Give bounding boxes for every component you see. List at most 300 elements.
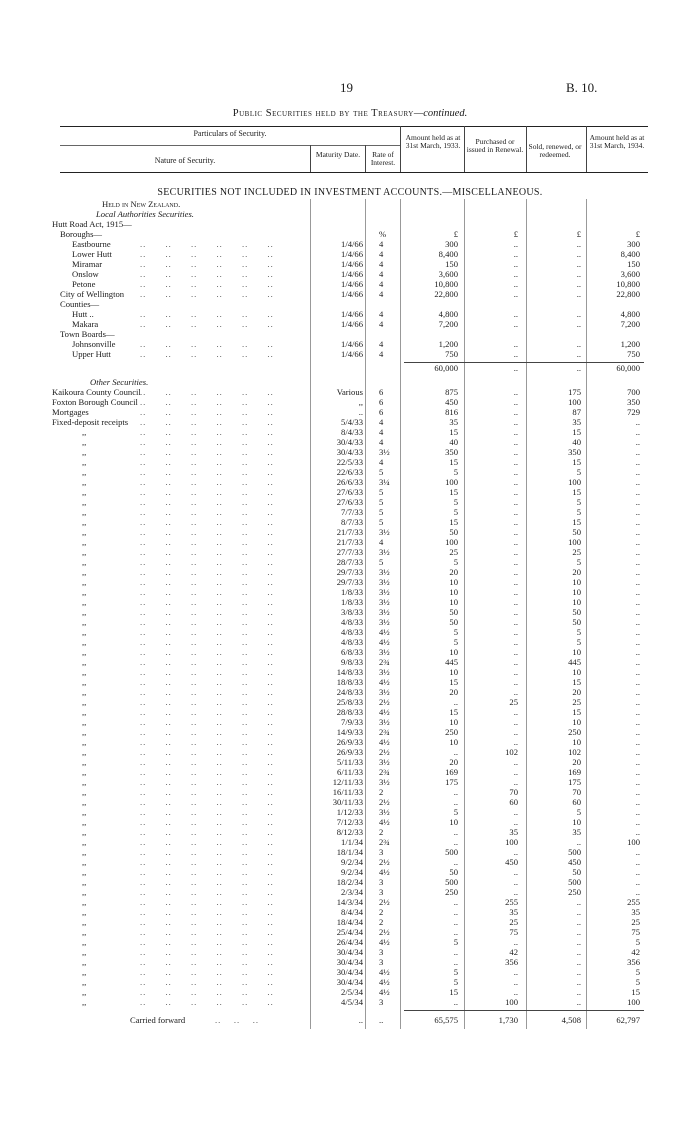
maturity-date: 18/2/34	[336, 877, 363, 887]
amount-held-1934: 729	[627, 407, 640, 417]
interest-rate: 4½	[379, 817, 390, 827]
maturity-date: 14/9/33	[336, 727, 363, 737]
leader-dots: .. .. .. .. .. ..	[140, 837, 274, 847]
maturity-date: 8/4/33	[341, 427, 363, 437]
amount-held-1934: ..	[635, 567, 640, 577]
maturity-date: 25/4/34	[336, 927, 363, 937]
interest-rate: 4	[379, 309, 384, 319]
security-name: Eastbourne	[72, 239, 111, 249]
maturity-date: 1/12/33	[336, 807, 363, 817]
amount-held-1933: 50	[449, 617, 458, 627]
amount-held-1933: 450	[445, 397, 458, 407]
amount-held-1934: 60,000	[616, 363, 640, 373]
amount-held-1934: ..	[635, 517, 640, 527]
leader-dots: .. .. .. .. .. ..	[140, 597, 274, 607]
purchased-amount: £	[513, 229, 518, 239]
maturity-date: 27/6/33	[336, 487, 363, 497]
leader-dots: .. .. .. .. .. ..	[140, 487, 274, 497]
leader-dots: .. .. .. .. .. ..	[140, 667, 274, 677]
interest-rate: 3½	[379, 577, 390, 587]
leader-dots: .. .. .. .. .. ..	[140, 607, 274, 617]
sold-amount: 5	[576, 807, 581, 817]
security-name: ,,	[82, 537, 87, 547]
maturity-date: 9/2/34	[341, 857, 363, 867]
amount-held-1933: ..	[453, 947, 458, 957]
sold-amount: 5	[576, 557, 581, 567]
interest-rate: 3½	[379, 447, 390, 457]
maturity-date: 1/4/66	[341, 319, 363, 329]
leader-dots: .. .. .. .. .. ..	[140, 269, 274, 279]
interest-rate: 4	[379, 437, 384, 447]
sold-amount: 15	[572, 677, 581, 687]
carried-forward-amount-1934: 62,797	[616, 1015, 640, 1025]
amount-held-1934: 356	[627, 957, 640, 967]
amount-held-1933: 15	[449, 427, 458, 437]
page-number: 19	[340, 80, 353, 95]
interest-rate: 3½	[379, 687, 390, 697]
sold-amount: 15	[572, 487, 581, 497]
amount-held-1933: 5	[453, 507, 458, 517]
sold-amount: ..	[576, 967, 581, 977]
amount-held-1934: ..	[635, 787, 640, 797]
amount-held-1934: ..	[635, 767, 640, 777]
maturity-date: 21/7/33	[336, 537, 363, 547]
maturity-date: 12/11/33	[332, 777, 363, 787]
amount-held-1934: 5	[635, 937, 640, 947]
header-bottom-rule	[60, 172, 648, 173]
security-name: City of Wellington	[60, 289, 125, 299]
interest-rate: 5	[379, 467, 384, 477]
maturity-date: 1/4/66	[341, 349, 363, 359]
amount-held-1934: ..	[635, 847, 640, 857]
leader-dots: .. .. .. .. .. ..	[140, 897, 274, 907]
security-name: ,,	[82, 627, 87, 637]
amount-held-1933: 5	[453, 627, 458, 637]
leader-dots: .. .. .. .. .. ..	[140, 737, 274, 747]
purchased-amount: ..	[513, 757, 518, 767]
amount-held-1933: 15	[449, 517, 458, 527]
maturity-date: 2/5/34	[341, 987, 363, 997]
maturity-date: 8/7/33	[341, 517, 363, 527]
purchased-amount: 100	[505, 837, 518, 847]
security-name: ,,	[82, 837, 87, 847]
sold-amount: 175	[568, 777, 581, 787]
header-nature: Nature of Security.	[154, 156, 216, 165]
interest-rate: 3½	[379, 547, 390, 557]
amount-held-1934: ..	[635, 697, 640, 707]
interest-rate: 4	[379, 269, 384, 279]
maturity-date: 26/9/33	[336, 737, 363, 747]
purchased-amount: ..	[513, 497, 518, 507]
amount-held-1933: ..	[453, 827, 458, 837]
leader-dots: .. .. .. .. .. ..	[140, 309, 274, 319]
leader-dots: .. .. .. .. .. ..	[140, 477, 274, 487]
leader-dots: .. .. .. .. .. ..	[140, 757, 274, 767]
interest-rate: 3½	[379, 807, 390, 817]
purchased-amount: ..	[513, 807, 518, 817]
amount-held-1934: ..	[635, 497, 640, 507]
sold-amount: 350	[568, 447, 581, 457]
amount-held-1933: ..	[453, 787, 458, 797]
amount-held-1934: 3,600	[620, 269, 640, 279]
security-name: Makara	[72, 319, 99, 329]
amount-held-1934: ..	[635, 477, 640, 487]
security-name: Foxton Borough Council	[52, 397, 138, 407]
interest-rate: 2½	[379, 747, 390, 757]
security-name: ,,	[82, 567, 87, 577]
security-name: Boroughs—	[60, 229, 103, 239]
sold-amount: 15	[572, 457, 581, 467]
maturity-date: 27/6/33	[336, 497, 363, 507]
leader-dots: .. .. .. .. .. ..	[140, 407, 274, 417]
amount-held-1933: ..	[453, 747, 458, 757]
interest-rate: 4½	[379, 977, 390, 987]
amount-held-1933: 500	[445, 877, 458, 887]
amount-held-1934: ..	[635, 527, 640, 537]
sold-amount: ..	[576, 309, 581, 319]
amount-held-1933: 20	[449, 567, 458, 577]
security-name: ,,	[82, 707, 87, 717]
sold-amount: ..	[576, 937, 581, 947]
security-name: ,,	[82, 767, 87, 777]
sold-amount: 10	[572, 817, 581, 827]
security-name: ,,	[82, 497, 87, 507]
purchased-amount: 60	[509, 797, 518, 807]
security-name: ,,	[82, 717, 87, 727]
carried-forward-date: ..	[358, 1015, 363, 1025]
sold-amount: 10	[572, 717, 581, 727]
purchased-amount: ..	[513, 707, 518, 717]
interest-rate: 3	[379, 957, 384, 967]
amount-held-1934: ..	[635, 717, 640, 727]
security-name: ,,	[82, 887, 87, 897]
maturity-date: 9/8/33	[341, 657, 363, 667]
sold-amount: ..	[576, 339, 581, 349]
amount-held-1934: ..	[635, 537, 640, 547]
header-divider	[310, 145, 311, 172]
security-name: ,,	[82, 637, 87, 647]
security-name: Kaikoura County Council	[52, 387, 141, 397]
carried-forward-rate: ..	[379, 1015, 384, 1025]
table-row	[0, 997, 700, 1008]
purchased-amount: 25	[509, 697, 518, 707]
amount-held-1934: 5	[635, 967, 640, 977]
leader-dots: .. .. .. .. .. ..	[140, 977, 274, 987]
leader-dots: .. .. .. .. .. ..	[140, 777, 274, 787]
amount-held-1933: 5	[453, 807, 458, 817]
interest-rate: 3¼	[379, 477, 390, 487]
leader-dots: .. .. .. .. .. ..	[140, 547, 274, 557]
page-title	[0, 108, 700, 119]
amount-held-1933: ..	[453, 927, 458, 937]
amount-held-1933: 250	[445, 887, 458, 897]
header-divider	[586, 126, 587, 172]
amount-held-1933: 10	[449, 717, 458, 727]
sold-amount: 10	[572, 597, 581, 607]
interest-rate: 4	[379, 349, 384, 359]
purchased-amount: 42	[509, 947, 518, 957]
interest-rate: 2	[379, 787, 384, 797]
leader-dots: .. .. .. .. .. ..	[140, 877, 274, 887]
leader-dots: .. .. .. .. .. ..	[140, 497, 274, 507]
amount-held-1933: 5	[453, 977, 458, 987]
amount-held-1934: ..	[635, 547, 640, 557]
purchased-amount: ..	[513, 387, 518, 397]
amount-held-1934: ..	[635, 597, 640, 607]
purchased-amount: ..	[513, 717, 518, 727]
security-name: Counties—	[60, 299, 100, 309]
security-name: ,,	[82, 667, 87, 677]
sold-amount: 5	[576, 497, 581, 507]
purchased-amount: ..	[513, 239, 518, 249]
amount-held-1934: £	[635, 229, 640, 239]
amount-held-1934: ..	[635, 587, 640, 597]
amount-held-1934: ..	[635, 417, 640, 427]
security-name: Johnsonville	[72, 339, 116, 349]
maturity-date: 14/3/34	[336, 897, 363, 907]
leader-dots: .. .. .. .. .. ..	[140, 527, 274, 537]
maturity-date: 30/4/34	[336, 957, 363, 967]
amount-held-1933: ..	[453, 997, 458, 1007]
purchased-amount: ..	[513, 279, 518, 289]
purchased-amount: ..	[513, 587, 518, 597]
amount-held-1933: 50	[449, 867, 458, 877]
sold-amount: 10	[572, 577, 581, 587]
amount-held-1934: 10,800	[616, 279, 640, 289]
amount-held-1933: 169	[445, 767, 458, 777]
amount-held-1933: 150	[445, 259, 458, 269]
amount-held-1934: 150	[627, 259, 640, 269]
security-name: ,,	[82, 617, 87, 627]
purchased-amount: 356	[505, 957, 518, 967]
security-name: ,,	[82, 937, 87, 947]
purchased-amount: ..	[513, 407, 518, 417]
sold-amount: ..	[576, 239, 581, 249]
interest-rate: 2¾	[379, 837, 390, 847]
maturity-date: 4/8/33	[341, 617, 363, 627]
sold-amount: ..	[576, 987, 581, 997]
purchased-amount: 255	[505, 897, 518, 907]
sold-amount: 10	[572, 647, 581, 657]
amount-held-1933: 8,400	[438, 249, 458, 259]
maturity-date: 1/4/66	[341, 289, 363, 299]
amount-held-1933: 25	[449, 547, 458, 557]
leader-dots: .. .. .. .. .. ..	[140, 907, 274, 917]
sold-amount: 15	[572, 517, 581, 527]
purchased-amount: ..	[513, 687, 518, 697]
amount-held-1933: 500	[445, 847, 458, 857]
leader-dots: .. .. .. .. .. ..	[140, 717, 274, 727]
maturity-date: 30/4/34	[336, 947, 363, 957]
amount-held-1933: 10	[449, 817, 458, 827]
maturity-date: 1/8/33	[341, 597, 363, 607]
amount-held-1934: 100	[627, 997, 640, 1007]
leader-dots: .. .. .. .. .. ..	[140, 397, 274, 407]
purchased-amount: ..	[513, 737, 518, 747]
interest-rate: 4½	[379, 987, 390, 997]
sold-amount: 25	[572, 697, 581, 707]
sold-amount: 35	[572, 417, 581, 427]
purchased-amount: ..	[513, 457, 518, 467]
maturity-date: ,,	[358, 397, 363, 407]
maturity-date: 27/7/33	[336, 547, 363, 557]
sold-amount: ..	[576, 349, 581, 359]
interest-rate: 2¾	[379, 657, 390, 667]
sold-amount: 175	[568, 387, 581, 397]
sold-amount: £	[576, 229, 581, 239]
amount-held-1933: 40	[449, 437, 458, 447]
purchased-amount: ..	[513, 727, 518, 737]
amount-held-1934: 5	[635, 977, 640, 987]
leader-dots: .. .. .. .. .. ..	[140, 577, 274, 587]
leader-dots: .. .. .. .. .. ..	[140, 937, 274, 947]
leader-dots: .. .. .. .. .. ..	[140, 437, 274, 447]
purchased-amount: ..	[513, 567, 518, 577]
purchased-amount: ..	[513, 867, 518, 877]
maturity-date: 24/8/33	[336, 687, 363, 697]
security-name: ,,	[82, 477, 87, 487]
leader-dots: .. .. .. .. .. ..	[140, 417, 274, 427]
amount-held-1933: 445	[445, 657, 458, 667]
amount-held-1934: 300	[627, 239, 640, 249]
sold-amount: ..	[576, 907, 581, 917]
amount-held-1933: 10	[449, 667, 458, 677]
purchased-amount: ..	[513, 319, 518, 329]
maturity-date: 7/7/33	[341, 507, 363, 517]
amount-held-1934: ..	[635, 437, 640, 447]
security-name: ,,	[82, 587, 87, 597]
interest-rate: 2	[379, 907, 384, 917]
amount-held-1933: 50	[449, 607, 458, 617]
purchased-amount: 70	[509, 787, 518, 797]
amount-held-1933: 10	[449, 737, 458, 747]
purchased-amount: ..	[513, 527, 518, 537]
maturity-date: 18/4/34	[336, 917, 363, 927]
amount-held-1933: ..	[453, 957, 458, 967]
maturity-date: ..	[358, 407, 363, 417]
amount-held-1934: 42	[631, 947, 640, 957]
table-row	[0, 349, 700, 360]
security-name: ,,	[82, 787, 87, 797]
amount-held-1933: 60,000	[434, 363, 458, 373]
maturity-date: 16/11/33	[332, 787, 363, 797]
amount-held-1934: 255	[627, 897, 640, 907]
amount-held-1934: ..	[635, 487, 640, 497]
security-name: ,,	[82, 557, 87, 567]
maturity-date: 28/8/33	[336, 707, 363, 717]
sold-amount: ..	[576, 319, 581, 329]
amount-held-1933: 4,800	[438, 309, 458, 319]
security-name: Onslow	[72, 269, 99, 279]
amount-held-1933: 22,800	[434, 289, 458, 299]
amount-held-1933: 100	[445, 537, 458, 547]
purchased-amount: ..	[513, 637, 518, 647]
maturity-date: 5/11/33	[337, 757, 363, 767]
sold-amount: 102	[568, 747, 581, 757]
purchased-amount: ..	[513, 309, 518, 319]
maturity-date: 1/1/34	[341, 837, 363, 847]
security-name: ,,	[82, 447, 87, 457]
header-particulars: Particulars of Security.	[193, 129, 267, 138]
amount-held-1934: ..	[635, 617, 640, 627]
sold-amount: 50	[572, 607, 581, 617]
total-rule	[404, 1010, 644, 1011]
amount-held-1933: 100	[445, 477, 458, 487]
sold-amount: ..	[576, 927, 581, 937]
leader-dots: .. .. .. .. .. ..	[140, 427, 274, 437]
amount-held-1934: 8,400	[620, 249, 640, 259]
maturity-date: 6/8/33	[341, 647, 363, 657]
security-name: ,,	[82, 647, 87, 657]
leader-dots: .. .. .. .. .. ..	[140, 697, 274, 707]
security-name: Mortgages	[52, 407, 89, 417]
security-name: ,,	[82, 997, 87, 1007]
interest-rate: 5	[379, 557, 384, 567]
purchased-amount: ..	[513, 507, 518, 517]
security-name: Upper Hutt	[72, 349, 111, 359]
carried-forward-amount-1933: 65,575	[434, 1015, 458, 1025]
amount-held-1934: ..	[635, 427, 640, 437]
header-maturity: Maturity Date.	[315, 150, 361, 159]
amount-held-1934: 350	[627, 397, 640, 407]
leader-dots: .. .. .. .. .. ..	[140, 807, 274, 817]
interest-rate: 5	[379, 497, 384, 507]
amount-held-1934: ..	[635, 777, 640, 787]
sold-amount: ..	[576, 897, 581, 907]
maturity-date: 1/4/66	[341, 279, 363, 289]
purchased-amount: ..	[513, 427, 518, 437]
leader-dots: .. .. .. .. .. ..	[140, 797, 274, 807]
sold-amount: 87	[572, 407, 581, 417]
maturity-date: 18/1/34	[336, 847, 363, 857]
interest-rate: 3½	[379, 597, 390, 607]
interest-rate: 2¾	[379, 767, 390, 777]
leader-dots: .. .. .. .. .. ..	[140, 319, 274, 329]
maturity-date: 28/7/33	[336, 557, 363, 567]
leader-dots: .. .. .. .. .. ..	[140, 259, 274, 269]
security-name: ,,	[82, 697, 87, 707]
purchased-amount: ..	[513, 437, 518, 447]
amount-held-1933: 5	[453, 467, 458, 477]
carried-forward-sold: 4,508	[561, 1015, 581, 1025]
purchased-amount: ..	[513, 667, 518, 677]
sold-amount: ..	[576, 957, 581, 967]
purchased-amount: 100	[505, 997, 518, 1007]
security-name: ,,	[82, 817, 87, 827]
maturity-date: 5/4/33	[341, 417, 363, 427]
amount-held-1934: ..	[635, 667, 640, 677]
amount-held-1933: 10	[449, 647, 458, 657]
purchased-amount: ..	[513, 289, 518, 299]
interest-rate: 4½	[379, 637, 390, 647]
security-name: ,,	[82, 427, 87, 437]
amount-held-1934: ..	[635, 627, 640, 637]
purchased-amount: ..	[513, 607, 518, 617]
amount-held-1934: ..	[635, 687, 640, 697]
purchased-amount: ..	[513, 477, 518, 487]
interest-rate: 3	[379, 877, 384, 887]
amount-held-1933: 10	[449, 577, 458, 587]
amount-held-1934: 750	[627, 349, 640, 359]
security-name: Miramar	[72, 259, 103, 269]
purchased-amount: ..	[513, 249, 518, 259]
leader-dots: .. .. .. .. .. ..	[140, 537, 274, 547]
purchased-amount: 35	[509, 827, 518, 837]
interest-rate: 4	[379, 259, 384, 269]
security-name: ,,	[82, 927, 87, 937]
leader-dots: .. .. .. .. .. ..	[140, 887, 274, 897]
sold-amount: 450	[568, 857, 581, 867]
